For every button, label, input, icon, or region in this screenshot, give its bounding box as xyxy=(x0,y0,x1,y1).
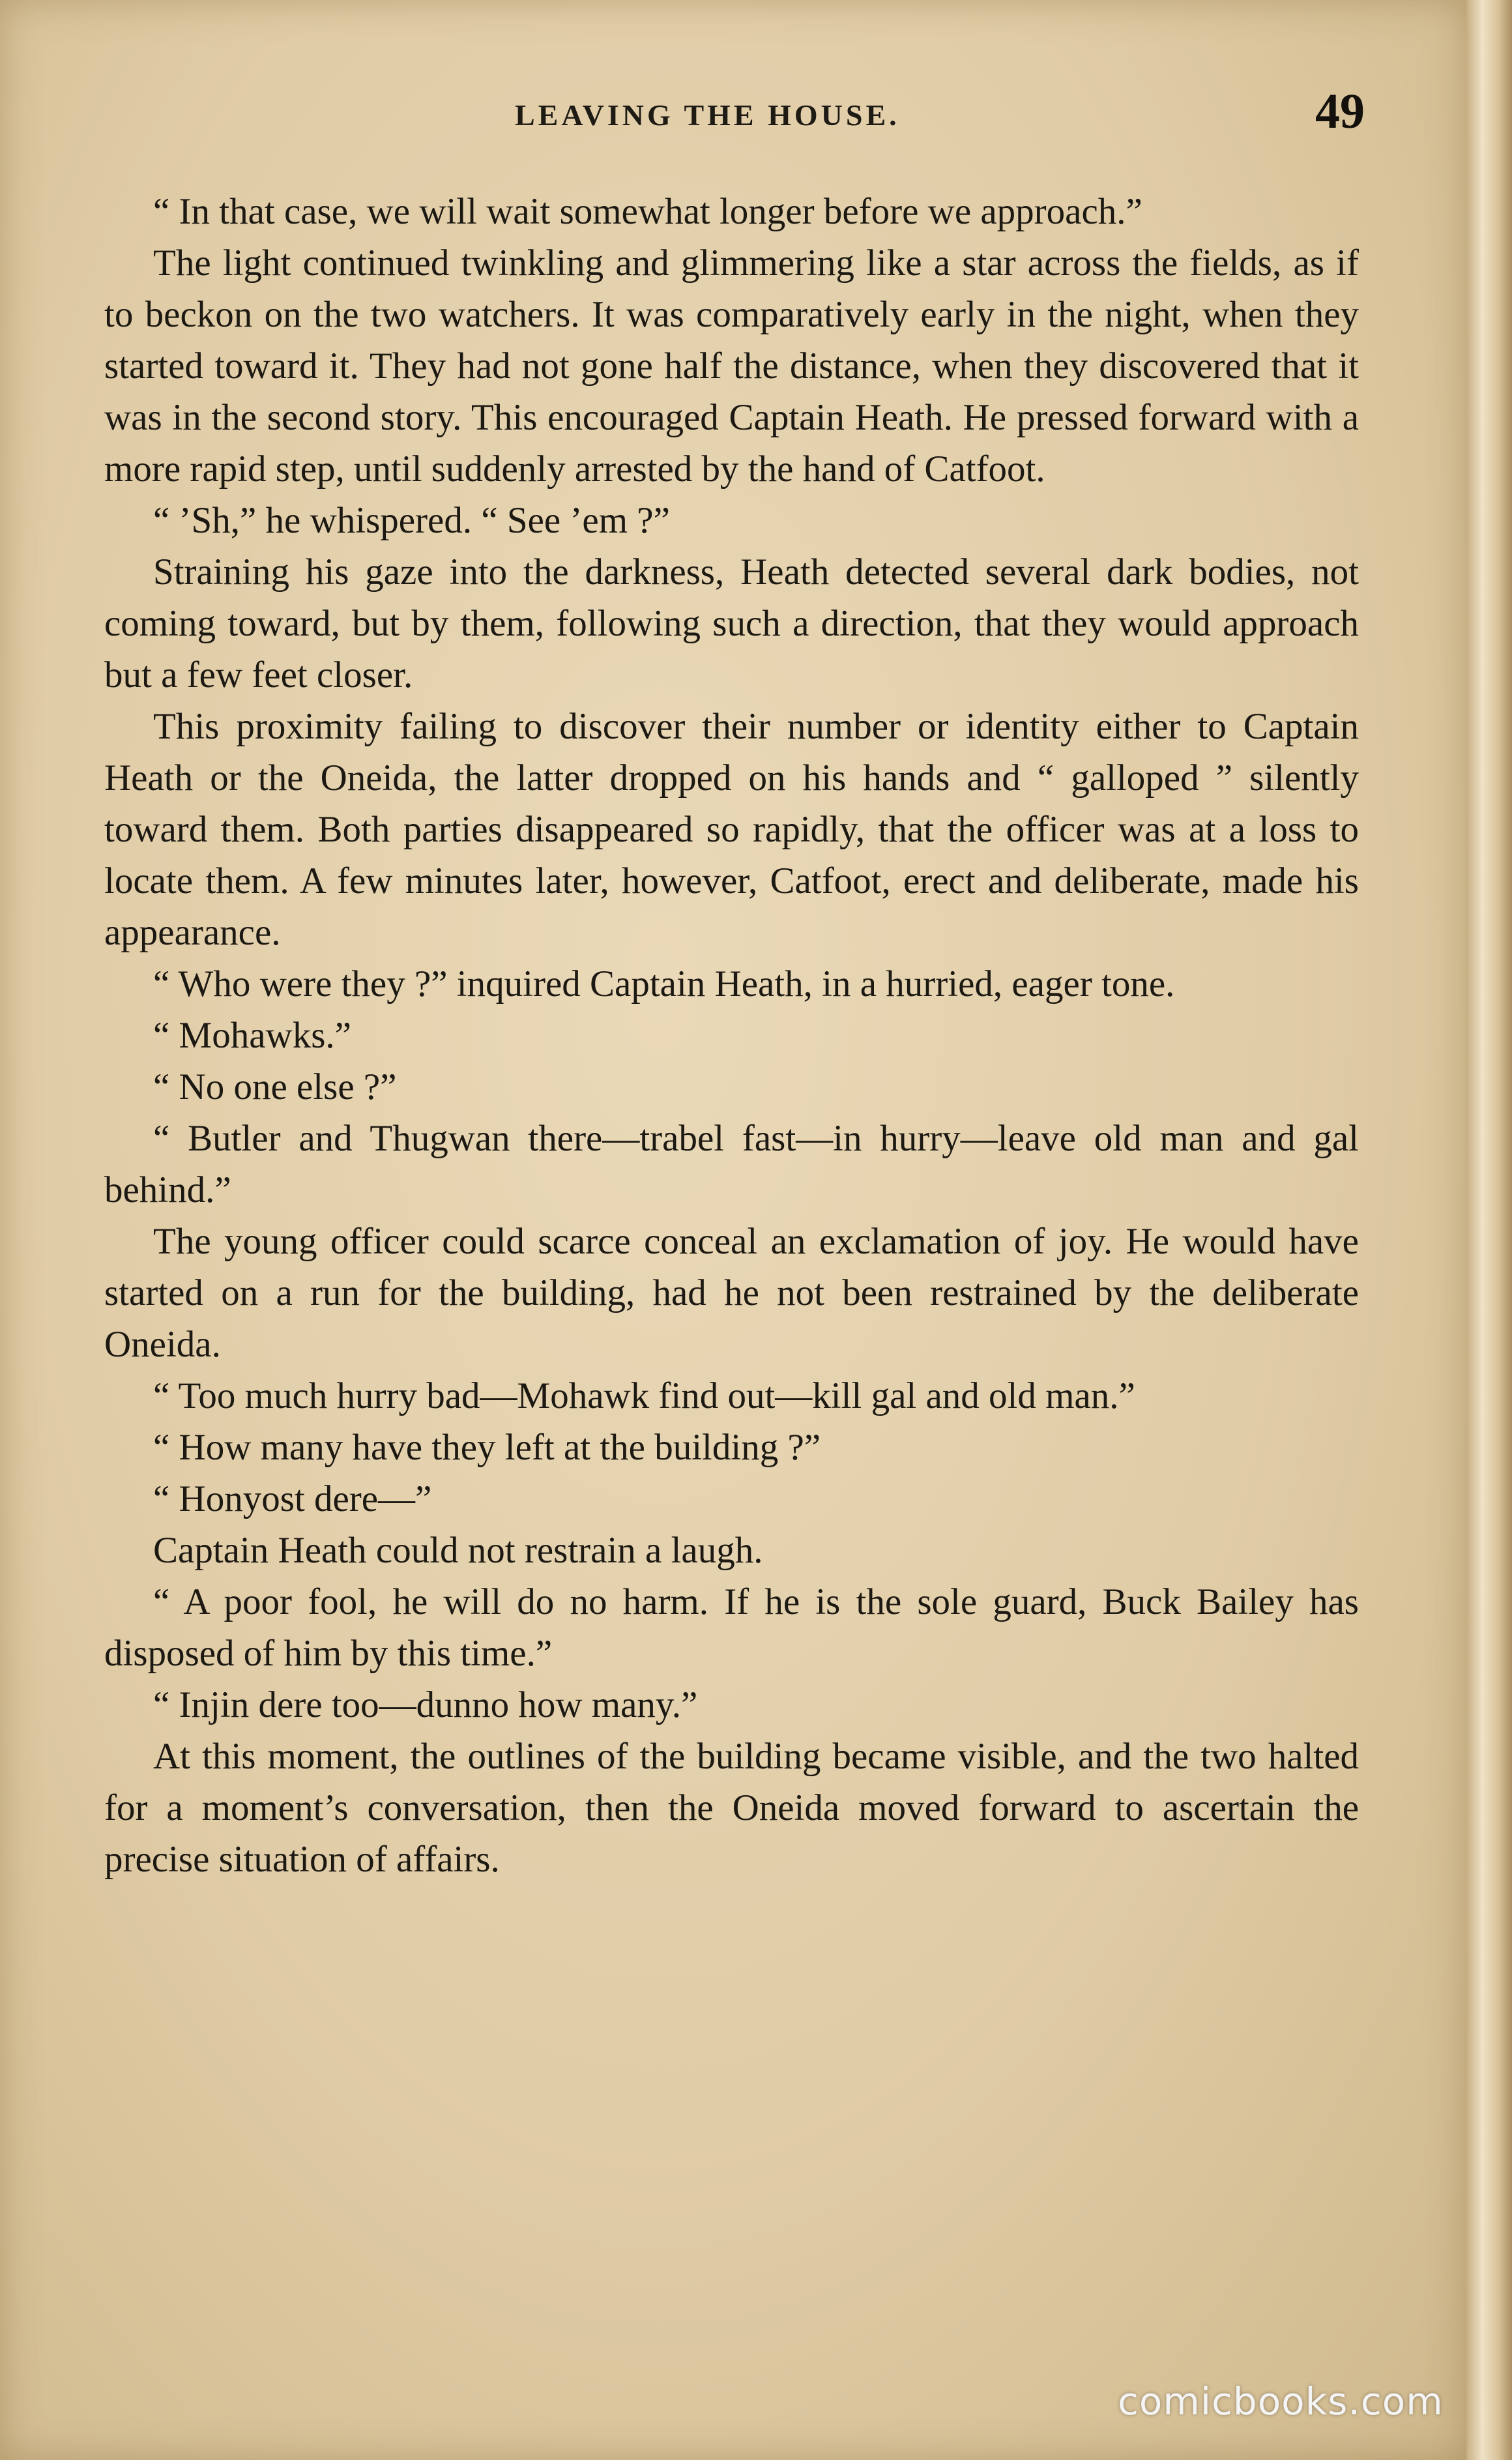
running-head xyxy=(0,83,1466,142)
paragraph: “ No one else ?” xyxy=(153,1066,397,1107)
paragraph: Captain Heath could not restrain a laugh. xyxy=(153,1530,763,1571)
paragraph: This proximity failing to discover their number or identity either to Captain Heath or the Oneida, the latter dropped on his hands and “ galloped ” silently toward them. Both parties disappeared so rapidly, that the officer was at a loss to locate them. A few minutes later, however, Catfoot, erect and deliberate, made his appearance. xyxy=(104,706,1359,953)
paragraph: “ Too much hurry bad—Mohawk find out—kill gal and old man.” xyxy=(153,1375,1135,1416)
paragraph: “ Who were they ?” inquired Captain Heath, in a hurried, eager tone. xyxy=(153,963,1175,1004)
paragraph: “ In that case, we will wait somewhat longer before we approach.” xyxy=(153,191,1142,232)
paragraph: Straining his gaze into the darkness, Heath detected several dark bodies, not coming toward, but by them, following such a direction, that they would approach but a few feet closer. xyxy=(104,551,1359,696)
paragraph: “ ’Sh,” he whispered. “ See ’em ?” xyxy=(153,500,670,541)
page-edge xyxy=(1466,0,1512,2460)
paragraph: The light continued twinkling and glimmering like a star across the fields, as if to beckon on the two watchers. It was comparatively early in the night, when they started toward it. They had not gone half the distance, when they discovered that it was in the second story. This encouraged Captain Heath. He pressed forward with a more rapid step, until suddenly arrested by the hand of Catfoot. xyxy=(104,242,1359,490)
paragraph: “ How many have they left at the building ?” xyxy=(153,1427,821,1468)
paragraph: “ Honyost dere—” xyxy=(153,1478,432,1519)
running-head-title: LEAVING THE HOUSE. xyxy=(515,98,900,132)
paragraph: At this moment, the outlines of the building became visible, and the two halted for a moment’s conversation, then the Oneida moved forward to ascertain the precise situation of affairs. xyxy=(104,1736,1359,1880)
paragraph: “ A poor fool, he will do no harm. If he is the sole guard, Buck Bailey has disposed of him by this time.” xyxy=(104,1581,1359,1674)
body-text xyxy=(104,186,1359,1885)
paragraph: The young officer could scarce conceal an exclamation of joy. He would have started on a run for the building, had he not been restrained by the deliberate Oneida. xyxy=(104,1221,1359,1365)
watermark: comicbooks.com xyxy=(1118,2379,1444,2423)
paragraph: “ Mohawks.” xyxy=(153,1015,351,1056)
paragraph: “ Butler and Thugwan there—trabel fast—in hurry—leave old man and gal behind.” xyxy=(104,1118,1359,1210)
page-number: 49 xyxy=(1315,84,1365,139)
paragraph: “ Injin dere too—dunno how many.” xyxy=(153,1684,698,1725)
